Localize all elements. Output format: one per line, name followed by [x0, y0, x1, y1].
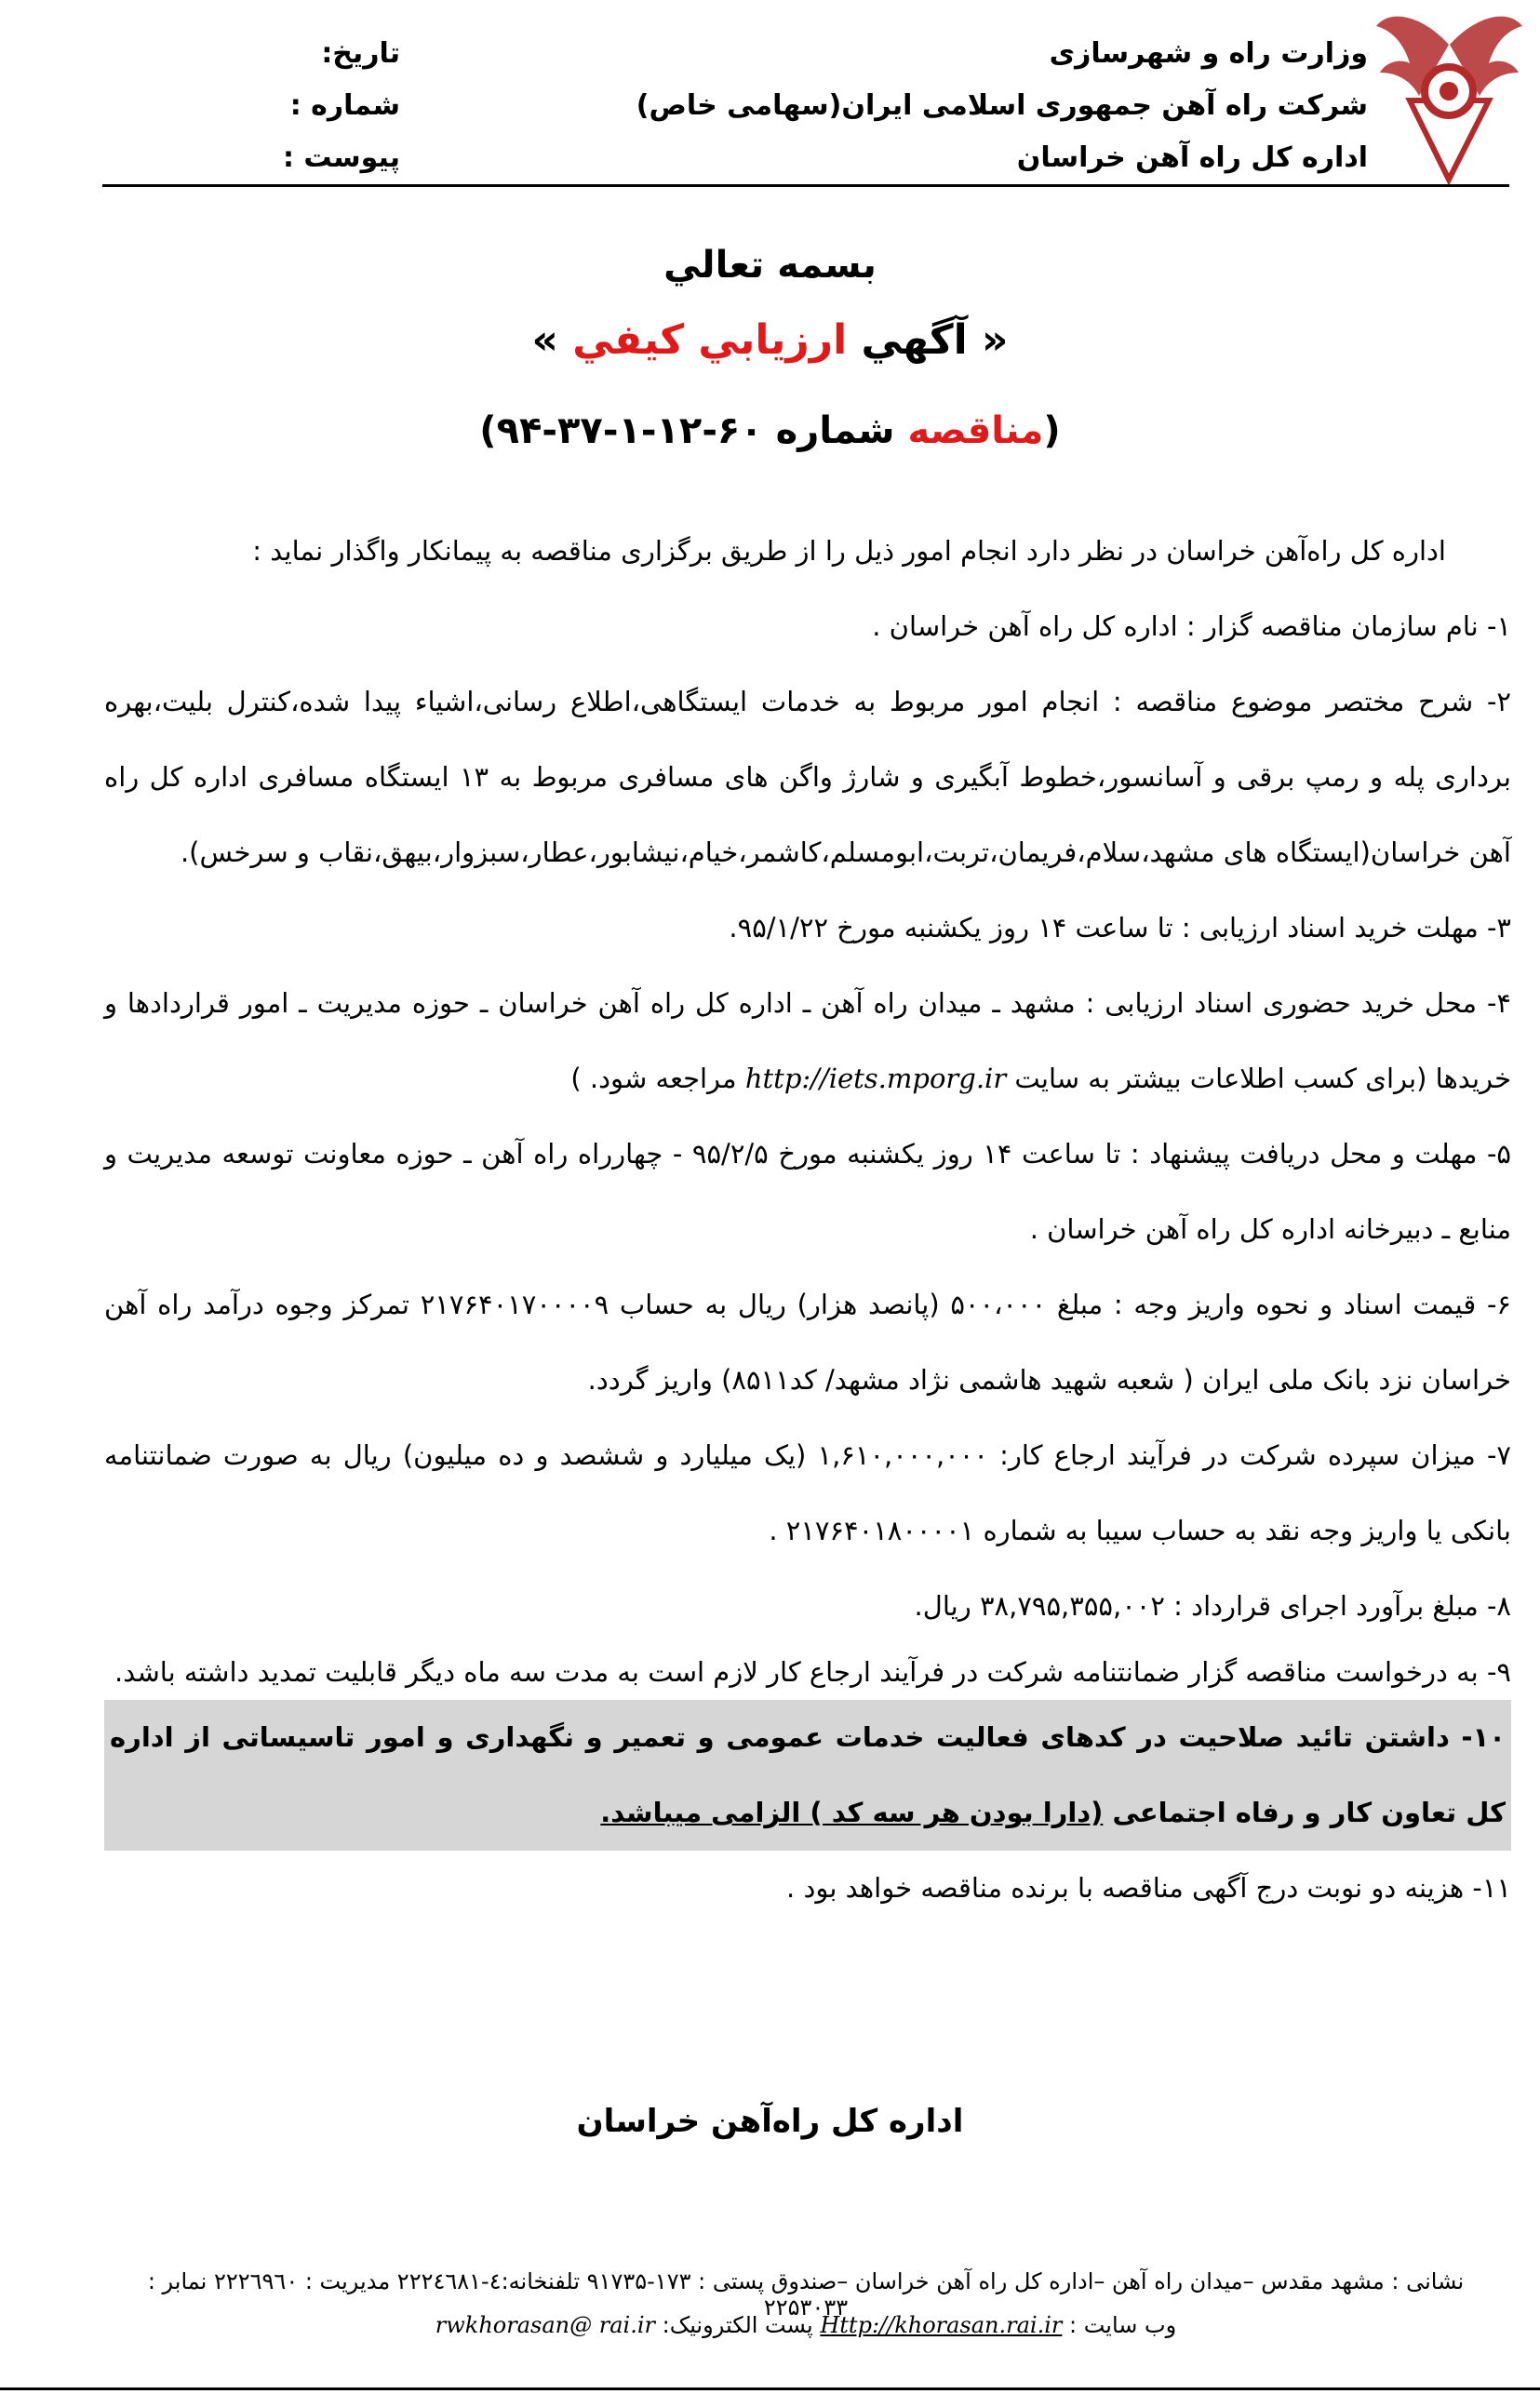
item-11: ۱۱- هزینه دو نوبت درج آگهی مناقصه با برنده مناقصه خواهد بود .: [786, 1872, 1511, 1904]
intro-paragraph: اداره کل راه‌آهن خراسان در نظر دارد انجام امور ذیل را از طریق برگزاری مناقصه به پیمانکار واگذار نماید :: [252, 535, 1446, 567]
website-label: وب سایت :: [1069, 2312, 1177, 2338]
letter-meta: [223, 28, 400, 184]
notice-body: [104, 514, 1511, 1926]
signature: اداره کل راه‌آهن خراسان: [576, 2103, 964, 2140]
item-5: ۵- مهلت و محل دریافت پیشنهاد : تا ساعت ۱۴ روز یکشنبه مورخ ۹۵/۲/۵ - چهارراه راه آهن ـ حوزه معاونت توسعه مدیریت و منابع ـ دبیرخانه اداره کل راه آهن خراسان .: [104, 1138, 1511, 1245]
footer-divider: [0, 2387, 1540, 2390]
company-name: شرکت راه آهن جمهوری اسلامی ایران(سهامی خاص): [636, 89, 1368, 122]
date-label: تاریخ:: [321, 37, 400, 70]
tender-label: مناقصه: [907, 409, 1044, 452]
title-close: »: [531, 316, 558, 364]
footer-address: نشانی : مشهد مقدس –میدان راه آهن –اداره کل راه آهن خراسان –صندوق پستی : ۱۷۳-۹۱۷۳۵ تلفنخانه:٤-۲۲۲٤٦۸۱ مدیریت : ۲۲۲٦۹٦۰ نمابر : ۲۲۵۳۰۳۳: [147, 2268, 1465, 2320]
railway-logo: [1373, 7, 1526, 184]
item-10-underlined: (دارا بودن هر سه کد ) الزامی میباشد.: [600, 1797, 1104, 1828]
item-8: ۸- مبلغ برآورد اجرای قرارداد : ۳۸,۷۹۵,۳۵۵,۰۰۲ ریال.: [914, 1590, 1511, 1622]
email-link[interactable]: rwkhorasan@ rai.ir: [435, 2312, 655, 2338]
item-10: [104, 1700, 1511, 1851]
item-1: ۱- نام سازمان مناقصه گزار : اداره کل راه آهن خراسان .: [872, 610, 1511, 642]
item-4-text: ۴- محل خرید حضوری اسناد ارزیابی : مشهد ـ میدان راه آهن ـ اداره کل راه آهن خراسان ـ حوزه مدیریت ـ امور قراردادها و خریدها (برای کسب اطلاعات بیشتر به سایت: [104, 987, 1511, 1094]
email-label: پست الکترونیک:: [662, 2312, 813, 2338]
tender-code: شماره ۶۰-۱۲-۱-۳۷-۹۴): [479, 409, 895, 452]
item-10-text: ۱۰- داشتن تائید صلاحیت در کدهای فعالیت خدمات عمومی و تعمیر و نگهداری و امور تاسیساتی از اداره کل تعاون کار و رفاه اجتماعی: [110, 1721, 1506, 1828]
attachment-label: پیوست :: [282, 141, 400, 174]
title-highlight: ارزيابي كيفي: [572, 316, 848, 364]
item-4: [104, 966, 1511, 1117]
item-2: ۲- شرح مختصر موضوع مناقصه : انجام امور مربوط به خدمات ایستگاهی،اطلاع رسانی،اشیاء پیدا شده،کنترل بلیت،بهره برداری پله و رمپ برقی و آسانسور،خطوط آبگیری و شارژ واگن های مسافری مربوط به ۱۳ ایستگاه مسافری اداره کل راه آهن خراسان(ایستگاه های مشهد،سلام،فریمان،تربت،ابومسلم،کاشمر،خیام،نیشابور،عطار،سبزوار،بیهق،نقاب و سرخس).: [104, 686, 1511, 868]
number-label: شماره :: [289, 89, 400, 122]
office-name: اداره کل راه آهن خراسان: [1016, 141, 1368, 174]
title-open: « آگهي: [861, 316, 1009, 364]
office-website-link[interactable]: Http://khorasan.rai.ir: [820, 2312, 1063, 2338]
ministry-name: وزارت راه و شهرسازی: [1049, 37, 1368, 70]
bismillah-heading: بسمه تعالي: [663, 244, 877, 287]
item-3: ۳- مهلت خرید اسناد ارزیابی : تا ساعت ۱۴ روز یکشنبه مورخ ۹۵/۱/۲۲.: [729, 912, 1511, 943]
tender-open: (: [1043, 409, 1061, 452]
tender-website-link[interactable]: http://iets.mporg.ir: [744, 1063, 1007, 1094]
item-9: ۹- به درخواست مناقصه گزار ضمانتنامه شرکت در فرآیند ارجاع کار لازم است به مدت سه ماه دیگر قابلیت تمدید داشته باشد.: [114, 1656, 1511, 1688]
item-4-tail: مراجعه شود. ): [570, 1063, 737, 1094]
item-6: ۶- قیمت اسناد و نحوه واریز وجه : مبلغ ۵۰۰،۰۰۰ (پانصد هزار) ریال به حساب ۲۱۷۶۴۰۱۷۰۰۰۰۹ تمرکز وجوه درآمد راه آهن خراسان نزد بانک ملی ایران ( شعبه شهید هاشمی نژاد مشهد/ کد۸۵۱۱) واریز گردد.: [104, 1289, 1511, 1396]
organization-block: [636, 28, 1368, 184]
header-divider: [102, 184, 1509, 187]
notice-title: [0, 316, 1540, 364]
tender-number: [0, 409, 1540, 452]
item-7: ۷- میزان سپرده شرکت در فرآیند ارجاع کار: ۱,۶۱۰,۰۰۰,۰۰۰ (یک میلیارد و ششصد و ده میلیون) ریال به صورت ضمانتنامه بانکی یا واریز وجه نقد به حساب سیبا به شماره ۲۱۷۶۴۰۱۸۰۰۰۰۱ .: [104, 1439, 1511, 1546]
footer-contacts: [102, 2312, 1509, 2338]
